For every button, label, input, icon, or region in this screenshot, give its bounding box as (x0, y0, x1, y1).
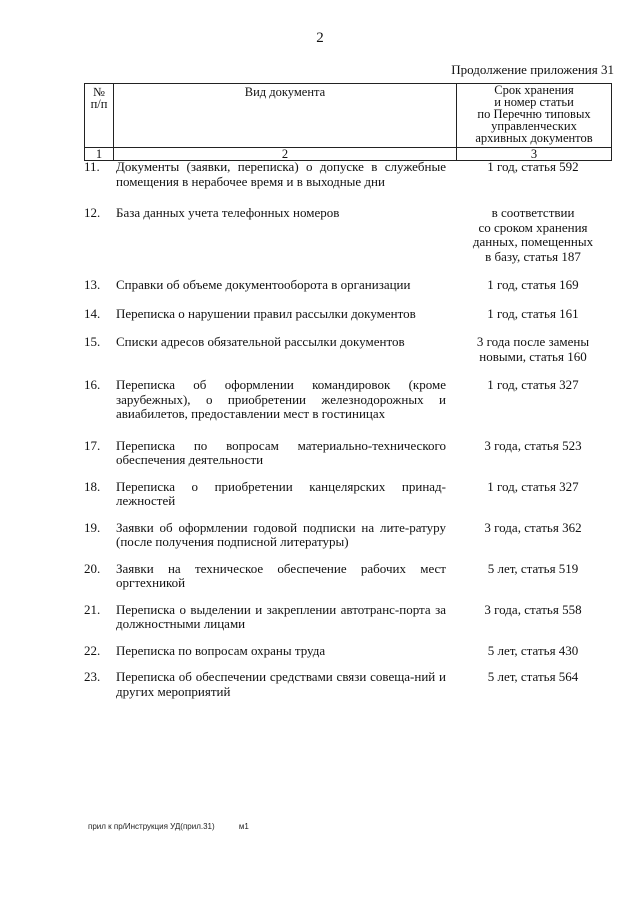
document-footer (88, 822, 249, 831)
row-retention-term: 3 года, статья 558 (484, 601, 582, 617)
row-document-type: Списки адресов обязательной рассылки документов (116, 334, 405, 349)
row-number: 22. (84, 642, 101, 658)
table-row (84, 603, 612, 632)
header-number: № п/п (85, 84, 114, 148)
row-retention-term: 1 год, статья 592 (487, 159, 579, 174)
table-row (84, 307, 612, 322)
row-retention-term: 1 год, статья 327 (487, 377, 579, 392)
table-row (84, 670, 612, 699)
row-number: 19. (84, 519, 101, 535)
row-document-type: Справки об объеме документооборота в организации (116, 277, 411, 292)
row-document-type: Переписка о нарушении правил рассылки документов (116, 305, 416, 321)
appendix-continuation-label: Продолжение приложения 31 (451, 62, 614, 77)
column-index-3: 3 (457, 148, 612, 161)
row-number: 17. (84, 437, 101, 453)
table-row (84, 378, 612, 422)
row-document-type: Заявки об оформлении годовой подписки на лите-ратуру (после получения подписной литературы) (116, 519, 446, 549)
row-number: 14. (84, 305, 101, 321)
row-document-type: Переписка об оформлении командировок (кроме зарубежных), о приобретении железнодорожных и авиабилетов, предоставлении мест в гостиницах (116, 377, 446, 421)
row-number: 23. (84, 669, 101, 684)
row-retention-term: 1 год, статья 327 (487, 478, 579, 494)
row-number: 11. (84, 159, 100, 174)
row-number: 21. (84, 601, 101, 617)
row-retention-term: 5 лет, статья 430 (487, 642, 579, 658)
column-index-2: 2 (114, 148, 457, 161)
row-number: 13. (84, 277, 101, 292)
table-row (84, 439, 612, 468)
row-number: 15. (84, 334, 101, 349)
row-number: 18. (84, 478, 101, 494)
row-document-type: Переписка по вопросам охраны труда (116, 642, 326, 658)
row-retention-term: 3 года после замены новыми, статья 160 (476, 334, 590, 364)
row-retention-term: 5 лет, статья 519 (487, 560, 579, 576)
row-retention-term: в соответствии со сроком хранения данных, помещенных в базу, статья 187 (472, 205, 594, 264)
table-row (84, 521, 612, 550)
table-row (84, 160, 612, 189)
table-body (84, 160, 612, 699)
row-retention-term: 3 года, статья 523 (484, 437, 582, 453)
footer-version-mark: м1 (238, 822, 249, 831)
row-document-type: Документы (заявки, переписка) о допуске в служебные помещения в нерабочее время и в выходные дни (116, 159, 446, 189)
row-number: 16. (84, 377, 101, 392)
table-row (84, 206, 612, 264)
table-row (84, 480, 612, 509)
row-number: 20. (84, 560, 101, 576)
table-row (84, 335, 612, 364)
row-document-type: Переписка об обеспечении средствами связи совеща-ний и других мероприятий (116, 669, 446, 699)
table-header (84, 83, 612, 161)
column-index-1: 1 (85, 148, 114, 161)
row-retention-term: 1 год, статья 169 (487, 277, 579, 292)
row-document-type: Заявки на техническое обеспечение рабочих мест оргтехникой (116, 560, 446, 590)
row-document-type: Переписка по вопросам материально-технического обеспечения деятельности (116, 437, 446, 467)
header-retention-term: Срок хранения и номер статьи по Перечню типовых управленческих архивных документов (457, 84, 612, 148)
row-document-type: Переписка о выделении и закреплении автотранс-порта за должностными лицами (116, 601, 446, 631)
row-document-type: База данных учета телефонных номеров (116, 205, 340, 220)
row-document-type: Переписка о приобретении канцелярских принад-лежностей (116, 478, 446, 508)
row-retention-term: 3 года, статья 362 (484, 519, 582, 535)
header-document-type: Вид документа (114, 84, 457, 148)
table-row (84, 278, 612, 293)
table-row (84, 562, 612, 591)
row-number: 12. (84, 205, 101, 220)
page-number: 2 (316, 30, 324, 46)
footer-file-reference: прил к пр/Инструкция УД(прил.31) (88, 822, 215, 831)
row-retention-term: 5 лет, статья 564 (487, 669, 579, 684)
table-row (84, 644, 612, 659)
row-retention-term: 1 год, статья 161 (487, 305, 579, 321)
